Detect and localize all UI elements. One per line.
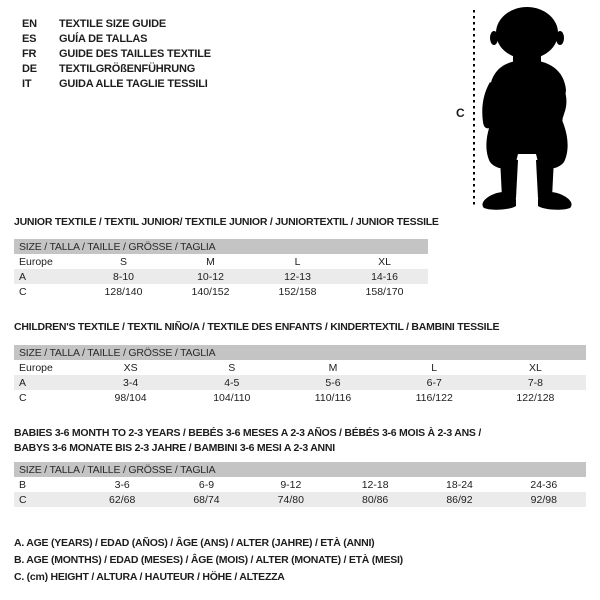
size-value-cell: M xyxy=(206,255,215,268)
language-code: ES xyxy=(22,32,37,45)
table-row xyxy=(14,390,586,405)
children-table-title xyxy=(14,320,586,335)
junior-textile-section xyxy=(14,215,439,299)
table-row xyxy=(14,284,428,299)
size-value-cell: 4-5 xyxy=(224,376,240,389)
guide-title: TEXTILGRÖßENFÜHRUNG xyxy=(59,62,196,75)
guide-title: GUIDA ALLE TAGLIE TESSILI xyxy=(59,77,208,90)
junior-size-table xyxy=(14,239,428,299)
language-code: IT xyxy=(22,77,32,90)
table-title-line: BABYS 3-6 MONATE BIS 2-3 JAHRE / BAMBINI 3-6 MESI A 2-3 ANNI xyxy=(14,442,335,454)
height-measure-label: C xyxy=(456,106,465,120)
measurement-legend xyxy=(14,535,403,586)
row-label: C xyxy=(19,391,27,404)
size-value-cell: 116/122 xyxy=(415,391,453,404)
size-value-cell: 24-36 xyxy=(530,478,558,491)
size-table-rows xyxy=(14,254,428,299)
language-row xyxy=(22,16,211,31)
size-value-cell: 152/158 xyxy=(278,285,317,298)
size-value-cell: 6-7 xyxy=(426,376,442,389)
size-value-cell: 18-24 xyxy=(446,478,473,491)
language-row xyxy=(22,76,211,91)
row-label: Europe xyxy=(19,361,53,374)
size-value-cell: 62/68 xyxy=(109,493,136,506)
size-value-cell: 98/104 xyxy=(114,391,147,404)
size-value-cell: 140/152 xyxy=(191,285,230,298)
table-row xyxy=(14,492,586,507)
table-row xyxy=(14,254,428,269)
language-row xyxy=(22,46,211,61)
size-value-cell: 7-8 xyxy=(527,376,543,389)
language-code: FR xyxy=(22,47,37,60)
language-row xyxy=(22,61,211,76)
size-value-cell: 74/80 xyxy=(277,493,304,506)
children-size-table xyxy=(14,345,586,405)
language-title-list xyxy=(22,16,211,91)
language-code: DE xyxy=(22,62,37,75)
size-header-band: SIZE / TALLA / TAILLE / GRÖSSE / TAGLIA xyxy=(14,345,586,360)
table-title-line: BABIES 3-6 MONTH TO 2-3 YEARS / BEBÉS 3-6 MESES A 2-3 AÑOS / BÉBÉS 3-6 MOIS À 2-3 ANS / xyxy=(14,427,482,439)
size-value-cell: 110/116 xyxy=(314,391,352,404)
table-row xyxy=(14,477,586,492)
size-value-cell: 68/74 xyxy=(193,493,220,506)
size-value-cell: 80/86 xyxy=(362,493,389,506)
row-label: A xyxy=(19,270,27,283)
guide-title: GUIDE DES TAILLES TEXTILE xyxy=(59,47,211,60)
size-value-cell: 122/128 xyxy=(516,391,555,404)
row-label: C xyxy=(19,285,27,298)
size-value-cell: 6-9 xyxy=(198,478,215,491)
babies-table-title xyxy=(14,426,586,456)
size-value-cell: 12-13 xyxy=(284,270,311,283)
language-row xyxy=(22,31,211,46)
size-value-cell: 128/140 xyxy=(104,285,143,298)
size-value-cell: 12-18 xyxy=(361,478,389,491)
table-row xyxy=(14,360,586,375)
legend-line: B. AGE (MONTHS) / EDAD (MESES) / ÂGE (MOIS) / ALTER (MONATE) / ETÀ (MESI) xyxy=(14,554,403,566)
size-value-cell: XL xyxy=(378,255,391,268)
legend-line: A. AGE (YEARS) / EDAD (AÑOS) / ÂGE (ANS) / ALTER (JAHRE) / ETÀ (ANNI) xyxy=(14,537,375,549)
size-table-rows xyxy=(14,360,586,405)
size-value-cell: L xyxy=(431,361,438,374)
size-value-cell: S xyxy=(119,255,127,268)
table-title-line: JUNIOR TEXTILE / TEXTIL JUNIOR/ TEXTILE JUNIOR / JUNIORTEXTIL / JUNIOR TESSILE xyxy=(14,216,439,228)
size-value-cell: 104/110 xyxy=(213,391,251,404)
size-value-cell: L xyxy=(294,255,301,268)
guide-title: TEXTILE SIZE GUIDE xyxy=(59,17,167,30)
size-header-band: SIZE / TALLA / TAILLE / GRÖSSE / TAGLIA xyxy=(14,462,586,477)
size-value-cell: 5-6 xyxy=(325,376,341,389)
size-table-rows xyxy=(14,477,586,507)
toddler-silhouette-icon xyxy=(450,2,600,214)
row-label: C xyxy=(19,493,27,506)
table-title-line: CHILDREN'S TEXTILE / TEXTIL NIÑO/A / TEXTILE DES ENFANTS / KINDERTEXTIL / BAMBINI TESSILE xyxy=(14,321,500,333)
size-value-cell: XS xyxy=(123,361,138,374)
size-header-band: SIZE / TALLA / TAILLE / GRÖSSE / TAGLIA xyxy=(14,239,428,254)
table-row xyxy=(14,375,586,390)
babies-size-table xyxy=(14,462,586,507)
size-value-cell: 3-4 xyxy=(123,376,139,389)
language-code: EN xyxy=(22,17,37,30)
size-value-cell: 86/92 xyxy=(446,493,473,506)
table-row xyxy=(14,269,428,284)
size-value-cell: XL xyxy=(528,361,542,374)
babies-textile-section xyxy=(14,426,586,507)
size-value-cell: S xyxy=(228,361,236,374)
size-value-cell: 92/98 xyxy=(530,493,557,506)
size-value-cell: 3-6 xyxy=(114,478,130,491)
size-value-cell: 9-12 xyxy=(280,478,302,491)
row-label: B xyxy=(19,478,27,491)
toddler-figure xyxy=(450,2,600,214)
size-value-cell: M xyxy=(328,361,338,374)
row-label: Europe xyxy=(19,255,53,268)
junior-table-title xyxy=(14,215,439,230)
guide-title: GUÍA DE TALLAS xyxy=(59,32,148,45)
legend-line: C. (cm) HEIGHT / ALTURA / HAUTEUR / HÖHE / ALTEZZA xyxy=(14,571,285,583)
size-value-cell: 14-16 xyxy=(371,270,398,283)
row-label: A xyxy=(19,376,27,389)
children-textile-section xyxy=(14,320,586,405)
size-value-cell: 158/170 xyxy=(365,285,404,298)
size-value-cell: 8-10 xyxy=(112,270,134,283)
size-value-cell: 10-12 xyxy=(197,270,224,283)
